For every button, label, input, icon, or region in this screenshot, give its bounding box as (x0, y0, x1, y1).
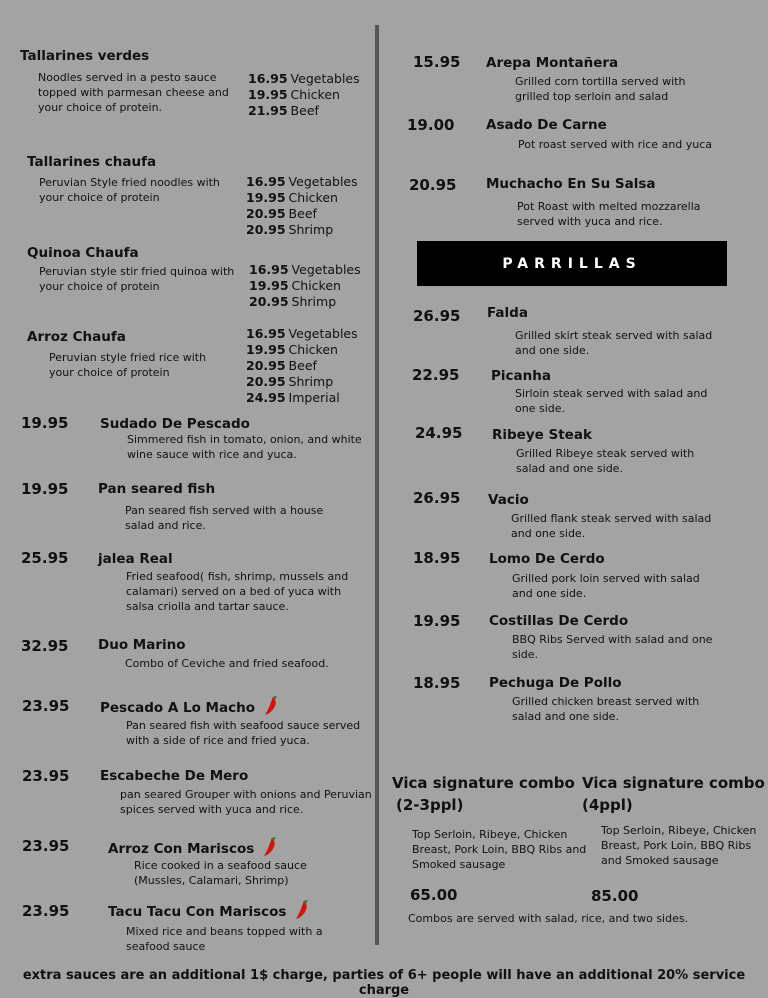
dish-description: pan seared Grouper with onions and Peruvian spices served with yuca and rice. (120, 788, 372, 816)
combo-description: Top Serloin, Ribeye, Chicken Breast, Pork Loin, BBQ Ribs and Smoked sausage (601, 824, 757, 867)
dish-price: 23.95 (22, 767, 70, 785)
dish-title: Duo Marino (98, 637, 186, 653)
option-price: 20.95 (246, 222, 286, 237)
combo-price: 85.00 (591, 887, 639, 905)
dish-description: Grilled corn tortilla served with grilled top serloin and salad (515, 75, 686, 103)
option-price: 16.95 (249, 262, 289, 277)
chili-pepper-icon (294, 900, 310, 920)
dish-price: 19.95 (21, 414, 69, 432)
option-label: Imperial (288, 390, 340, 405)
dish-description: Grilled pork loin served with salad and one side. (512, 572, 700, 600)
dish-title: Asado De Carne (486, 117, 607, 133)
column-divider (375, 25, 379, 945)
dish-price: 19.00 (407, 116, 455, 134)
protein-options (248, 71, 360, 119)
dish-title-row (108, 837, 278, 857)
option-price: 16.95 (246, 326, 286, 341)
option-label: Shrimp (288, 374, 334, 389)
dish-title: Costillas De Cerdo (489, 613, 629, 629)
dish-price: 19.95 (413, 612, 461, 630)
option-price: 19.95 (246, 190, 286, 205)
combo-note: Combos are served with salad, rice, and two sides. (408, 912, 689, 925)
option-price: 19.95 (246, 342, 286, 357)
dish-title: Falda (487, 305, 528, 321)
dish-price: 32.95 (21, 637, 69, 655)
dish-description: Peruvian Style fried noodles with your choice of protein (39, 176, 220, 204)
combo-name: Vica signature combo (392, 774, 575, 792)
protein-options (246, 174, 358, 238)
dish-description: Noodles served in a pesto sauce topped with parmesan cheese and your choice of protein. (38, 71, 229, 114)
dish-title: Ribeye Steak (492, 427, 592, 443)
dish-description: Grilled chicken breast served with salad and one side. (512, 695, 700, 723)
dish-title: Picanha (491, 368, 551, 384)
chili-pepper-icon (263, 696, 279, 716)
option-label: Shrimp (288, 222, 334, 237)
dish-price: 15.95 (413, 53, 461, 71)
option-label: Chicken (290, 87, 340, 102)
combo-size: (2-3ppl) (396, 796, 464, 814)
dish-title: Pan seared fish (98, 481, 216, 497)
option-label: Vegetables (291, 262, 361, 277)
dish-price: 24.95 (415, 424, 463, 442)
combo-title (392, 772, 575, 816)
option-price: 20.95 (246, 374, 286, 389)
dish-description: Fried seafood( fish, shrimp, mussels and calamari) served on a bed of yuca with salsa criolla and tartar sauce. (126, 570, 349, 613)
combo-size: (4ppl) (582, 796, 633, 814)
dish-price: 20.95 (409, 176, 457, 194)
dish-description: Peruvian style stir fried quinoa with your choice of protein (39, 265, 235, 293)
option-price: 20.95 (249, 294, 289, 309)
dish-description: Grilled flank steak served with salad and one side. (511, 512, 712, 540)
option-price: 16.95 (246, 174, 286, 189)
option-label: Shrimp (291, 294, 337, 309)
dish-price: 23.95 (22, 697, 70, 715)
dish-price: 26.95 (413, 489, 461, 507)
dish-price: 18.95 (413, 549, 461, 567)
dish-title: Quinoa Chaufa (27, 245, 139, 261)
option-price: 24.95 (246, 390, 286, 405)
combo-name: Vica signature combo (582, 774, 765, 792)
chili-pepper-icon (262, 837, 278, 857)
dish-price: 26.95 (413, 307, 461, 325)
dish-description: Sirloin steak served with salad and one side. (515, 387, 708, 415)
dish-description: BBQ Ribs Served with salad and one side. (512, 633, 713, 661)
dish-title: Tallarines verdes (20, 48, 150, 64)
footer-note: extra sauces are an additional 1$ charge, parties of 6+ people will have an additional 20% service charge (22, 968, 746, 998)
dish-title: Vacio (488, 492, 529, 508)
dish-description: Mixed rice and beans topped with a seafood sauce (126, 925, 323, 953)
dish-description: Peruvian style fried rice with your choice of protein (49, 351, 207, 379)
dish-title-row (100, 696, 279, 716)
dish-price: 23.95 (22, 902, 70, 920)
dish-description: Pot roast served with rice and yuca (518, 138, 713, 151)
dish-title: Tallarines chaufa (27, 154, 157, 170)
dish-description: Grilled Ribeye steak served with salad and one side. (516, 447, 695, 475)
combo-description: Top Serloin, Ribeye, Chicken Breast, Pork Loin, BBQ Ribs and Smoked sausage (412, 828, 587, 871)
option-label: Vegetables (290, 71, 360, 86)
dish-price: 19.95 (21, 480, 69, 498)
option-price: 19.95 (249, 278, 289, 293)
dish-price: 25.95 (21, 549, 69, 567)
section-banner-parrillas: PARRILLAS (417, 241, 727, 286)
option-label: Beef (290, 103, 319, 118)
option-label: Vegetables (288, 326, 358, 341)
dish-description: Rice cooked in a seafood sauce (Mussles, Calamari, Shrimp) (134, 859, 307, 887)
dish-title: Muchacho En Su Salsa (486, 176, 656, 192)
dish-title: Escabeche De Mero (100, 768, 249, 784)
option-price: 20.95 (246, 358, 286, 373)
option-label: Chicken (288, 190, 338, 205)
dish-title: Arepa Montañera (486, 55, 619, 71)
dish-description: Grilled skirt steak served with salad and one side. (515, 329, 713, 357)
dish-description: Combo of Ceviche and fried seafood. (125, 657, 329, 670)
dish-title: Sudado De Pescado (100, 416, 250, 432)
dish-title: Arroz Chaufa (27, 329, 126, 345)
option-label: Beef (288, 358, 317, 373)
dish-description: Pan seared fish with seafood sauce served with a side of rice and fried yuca. (126, 719, 361, 747)
dish-description: Pan seared fish served with a house salad and rice. (125, 504, 324, 532)
dish-title: Pechuga De Pollo (489, 675, 622, 691)
dish-description: Pot Roast with melted mozzarella served with yuca and rice. (517, 200, 701, 228)
option-label: Chicken (291, 278, 341, 293)
combo-title (582, 772, 765, 816)
dish-price: 23.95 (22, 837, 70, 855)
dish-title: jalea Real (98, 551, 173, 567)
protein-options (246, 326, 358, 406)
option-label: Beef (288, 206, 317, 221)
dish-title: Arroz Con Mariscos (108, 841, 255, 857)
option-label: Vegetables (288, 174, 358, 189)
dish-description: Simmered fish in tomato, onion, and white wine sauce with rice and yuca. (127, 433, 362, 461)
dish-title: Pescado A Lo Macho (100, 700, 255, 716)
option-label: Chicken (288, 342, 338, 357)
dish-price: 22.95 (412, 366, 460, 384)
option-price: 16.95 (248, 71, 288, 86)
protein-options (249, 262, 361, 310)
dish-title: Lomo De Cerdo (489, 551, 605, 567)
dish-title: Tacu Tacu Con Mariscos (108, 904, 287, 920)
option-price: 21.95 (248, 103, 288, 118)
combo-price: 65.00 (410, 886, 458, 904)
option-price: 19.95 (248, 87, 288, 102)
dish-title-row (108, 900, 310, 920)
dish-price: 18.95 (413, 674, 461, 692)
option-price: 20.95 (246, 206, 286, 221)
